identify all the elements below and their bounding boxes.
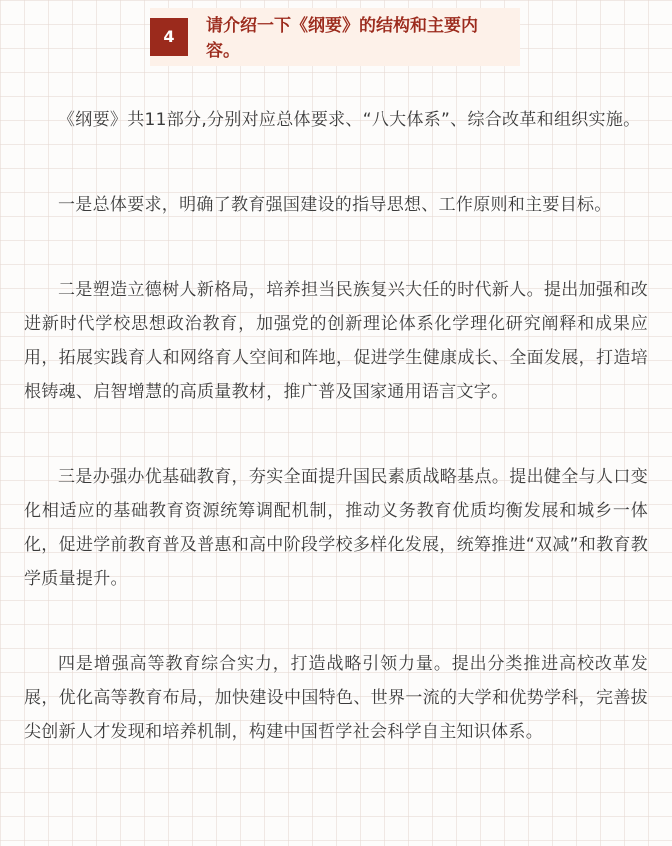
paragraph-general-requirements: 一是总体要求，明确了教育强国建设的指导思想、工作原则和主要目标。 (58, 195, 612, 215)
question-header (150, 8, 520, 66)
article-body (24, 103, 648, 749)
paragraph-basic-education: 三是办强办优基础教育，夯实全面提升国民素质战略基点。提出健全与人口变化相适应的基础教育资源统筹调配机制，推动义务教育优质均衡发展和城乡一体化，促进学前教育普及普惠和高中阶段学校多样化发展，统筹推进“双减”和教育教学质量提升。 (24, 467, 648, 589)
question-title: 请介绍一下《纲要》的结构和主要内容。 (206, 16, 478, 61)
paragraph-moral-education: 二是塑造立德树人新格局，培养担当民族复兴大任的时代新人。提出加强和改进新时代学校思想政治教育，加强党的创新理论体系化学理化研究阐释和成果应用，拓展实践育人和网络育人空间和阵地，促进学生健康成长、全面发展，打造培根铸魂、启智增慧的高质量教材，推广普及国家通用语言文字。 (24, 280, 648, 402)
paragraph-overview: 《纲要》共11部分,分别对应总体要求、“八大体系”、综合改革和组织实施。 (58, 110, 641, 130)
paragraph-higher-education: 四是增强高等教育综合实力，打造战略引领力量。提出分类推进高校改革发展，优化高等教育布局，加快建设中国特色、世界一流的大学和优势学科，完善拔尖创新人才发现和培养机制，构建中国哲学社会科学自主知识体系。 (24, 654, 648, 742)
question-number-badge: 4 (150, 18, 188, 56)
